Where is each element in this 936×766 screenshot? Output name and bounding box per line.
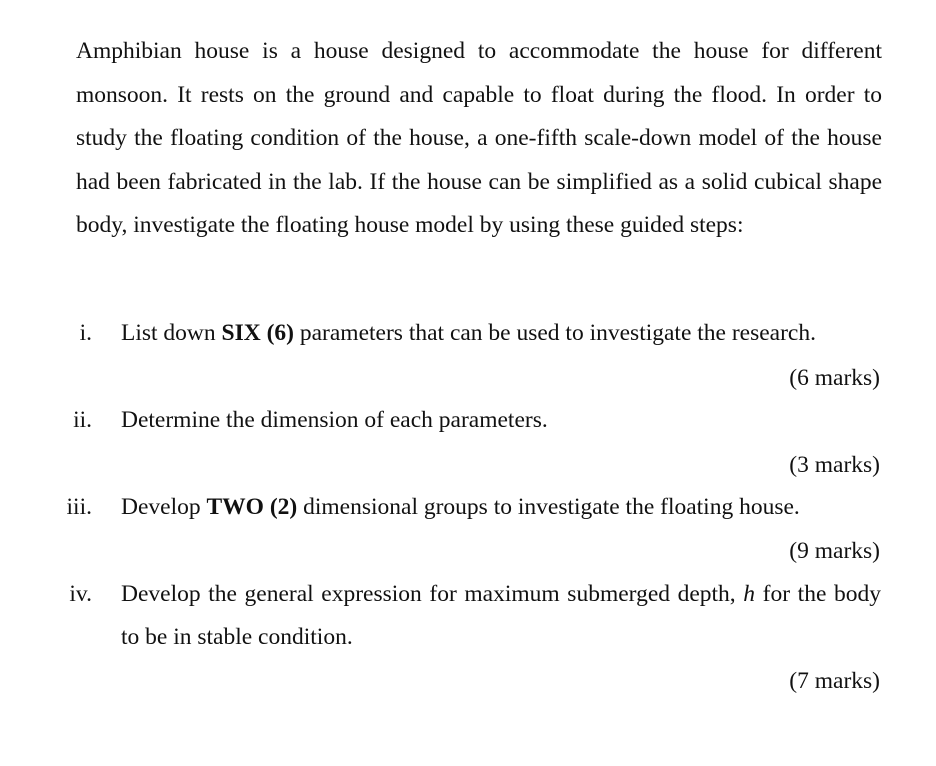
item-text-bold: TWO (2) [206, 494, 298, 520]
item-marks: (9 marks) [789, 538, 880, 564]
item-number: iii. [66, 494, 92, 520]
item-text-part: Develop the general expression for maximum submerged depth, [121, 581, 744, 607]
item-marks: (6 marks) [789, 365, 880, 391]
item-marks: (7 marks) [789, 668, 880, 694]
item-text: Determine the dimension of each parameters. [121, 407, 548, 433]
item-text [121, 492, 881, 522]
item-text-part: for the body to be in stable condition. [121, 581, 881, 650]
item-text-part: Develop [121, 494, 207, 520]
item-text [121, 318, 881, 348]
item-text-bold: SIX (6) [221, 320, 294, 346]
item-text-part: parameters that can be used to investigate the research. [294, 320, 816, 346]
intro-paragraph: Amphibian house is a house designed to accommodate the house for different monsoon. It rests on the ground and capable to float during the flood. In order to study the floating condition of the house, a one-fifth scale-down model of the house had been fabricated in the lab. If the house can be simplified as a solid cubical shape body, investigate the floating house model by using these guided steps: [76, 38, 882, 239]
item-text [121, 573, 881, 659]
item-text-part: List down [121, 320, 222, 346]
item-text-part: dimensional groups to investigate the floating house. [297, 494, 800, 520]
item-number: i. [79, 320, 92, 346]
item-marks: (3 marks) [789, 452, 880, 478]
item-number: ii. [73, 407, 92, 433]
item-text-italic: h [743, 581, 756, 607]
item-number: iv. [69, 581, 92, 607]
